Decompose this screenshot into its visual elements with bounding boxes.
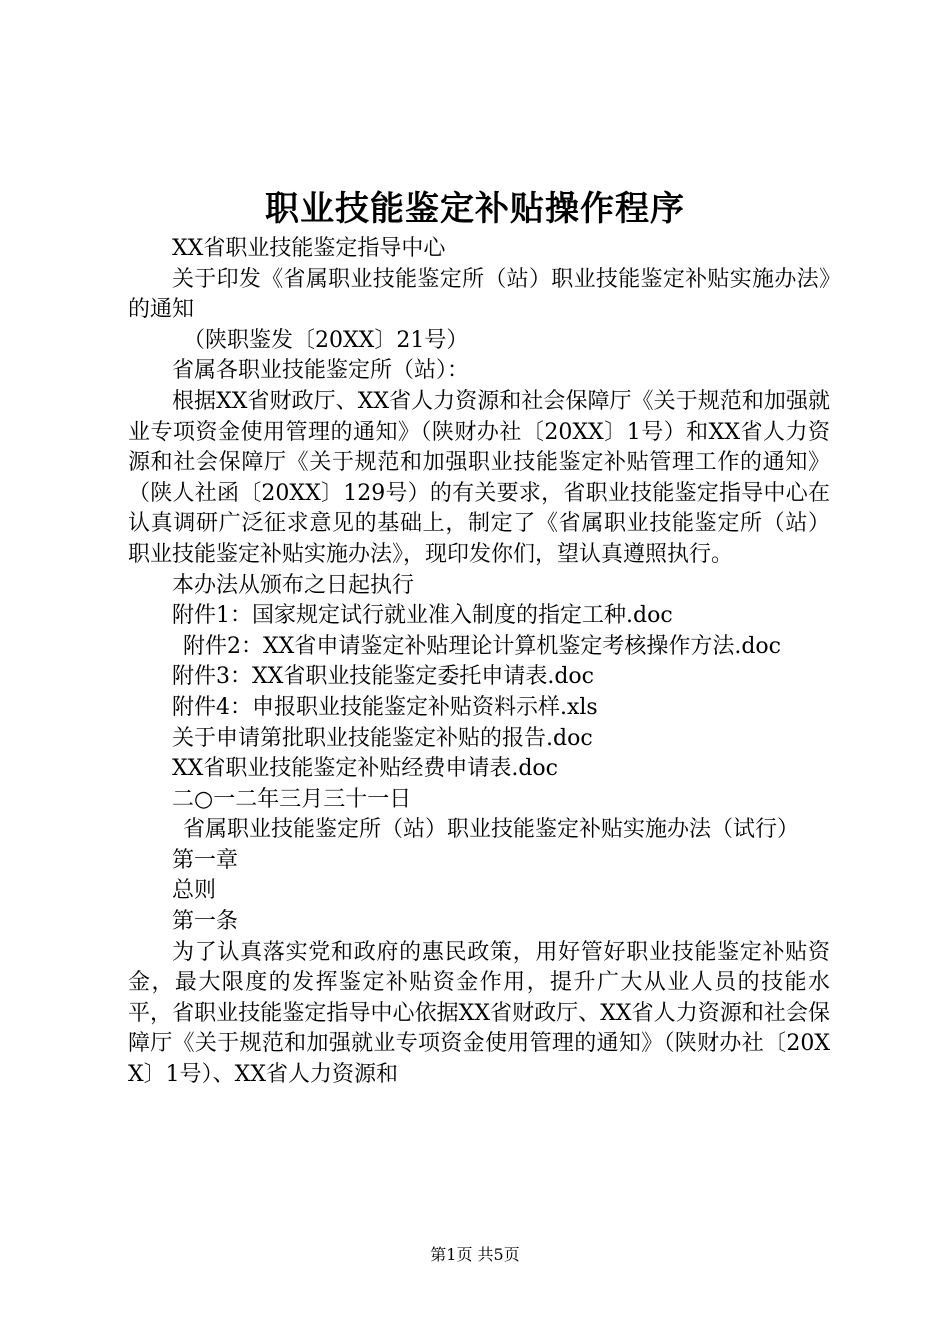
- attachment-2: 附件2：XX省申请鉴定补贴理论计算机鉴定考核操作方法.doc: [183, 633, 781, 659]
- document-body: [128, 234, 830, 1091]
- chapter-heading: 第一章: [172, 847, 239, 873]
- attachment-1: 附件1：国家规定试行就业准入制度的指定工种.doc: [172, 603, 673, 629]
- attachment-3: 附件3：XX省职业技能鉴定委托申请表.doc: [172, 664, 594, 690]
- document-number: （陕职鉴发〔20XX〕21号）: [183, 327, 469, 353]
- attachment-report: 关于申请第批职业技能鉴定补贴的报告.doc: [172, 725, 593, 751]
- chapter-name: 总则: [172, 878, 217, 904]
- page-footer: 第1页 共5页: [430, 1245, 520, 1264]
- article-body: 为了认真落实党和政府的惠民政策，用好管好职业技能鉴定补贴资金，最大限度的发挥鉴定补贴资金作用，提升广大从业人员的技能水平，省职业技能鉴定指导中心依据XX省财政厅、XX省人力资源和社会保障厅《关于规范和加强就业专项资金使用管理的通知》（陕财办社〔20XX〕1号）、XX省人力资源和: [128, 939, 830, 1088]
- issuer-line: XX省职业技能鉴定指导中心: [172, 236, 446, 261]
- attachment-form: XX省职业技能鉴定补贴经费申请表.doc: [172, 756, 558, 782]
- document-title: 职业技能鉴定补贴操作程序: [265, 189, 685, 229]
- issue-date: 二○一二年三月三十一日: [172, 786, 412, 812]
- effective-line: 本办法从颁布之日起执行: [172, 572, 415, 598]
- notice-body: 根据XX省财政厅、XX省人力资源和社会保障厅《关于规范和加强就业专项资金使用管理的通知》（陕财办社〔20XX〕1号）和XX省人力资源和社会保障厅《关于规范和加强职业技能鉴定补贴管理工作的通知》（陕人社函〔20XX〕129号）的有关要求，省职业技能鉴定指导中心在认真调研广泛征求意见的基础上，制定了《省属职业技能鉴定所（站）职业技能鉴定补贴实施办法》，现印发你们，望认真遵照执行。: [128, 388, 830, 567]
- regulation-title: 省属职业技能鉴定所（站）职业技能鉴定补贴实施办法（试行）: [183, 817, 800, 843]
- recipient-line: 省属各职业技能鉴定所（站）：: [172, 358, 470, 384]
- attachment-4: 附件4：申报职业技能鉴定补贴资料示样.xls: [172, 694, 598, 720]
- notice-title: 关于印发《省属职业技能鉴定所（站）职业技能鉴定补贴实施办法》的通知: [128, 266, 830, 323]
- article-heading: 第一条: [172, 909, 239, 935]
